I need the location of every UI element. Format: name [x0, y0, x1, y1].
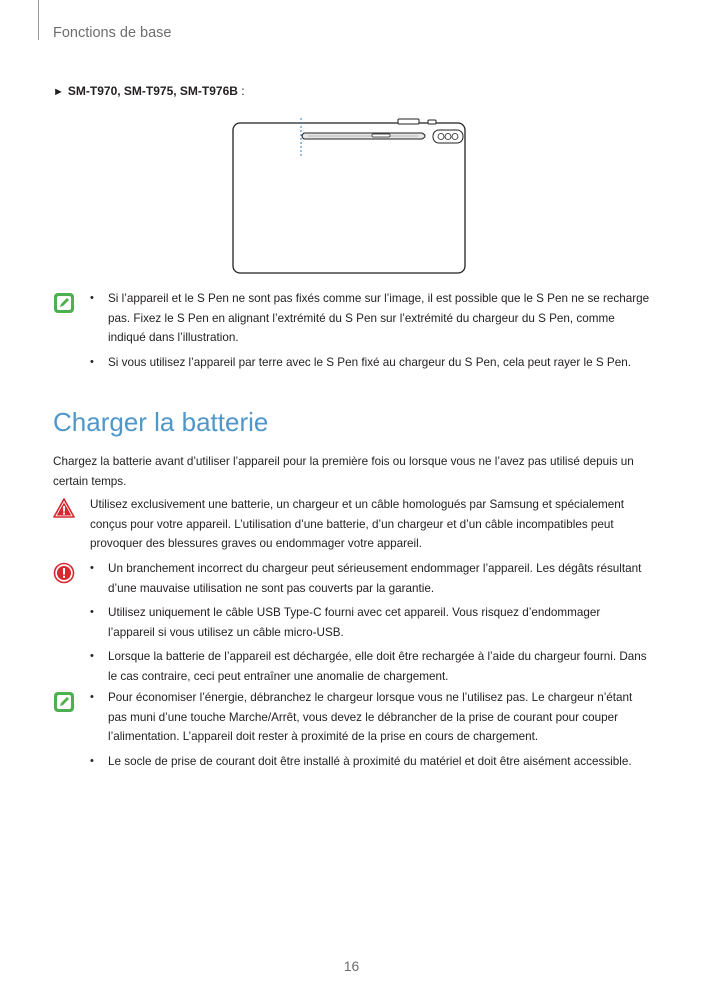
- note-pencil-icon: [53, 691, 75, 713]
- warning-text: Utilisez exclusivement une batterie, un chargeur et un câble homologués par Samsung et spécialement conçus pour votre appareil. L’utilisation d’une batterie, d’un chargeur et d’un câble incompatibles peut provoquer des blessures graves ou endommager votre appareil.: [90, 498, 625, 550]
- warning-triangle-icon: [53, 497, 75, 519]
- list-item: • Le socle de prise de courant doit être installé à proximité du matériel et doit être aisément accessible.: [90, 754, 632, 768]
- note-pencil-icon: [53, 292, 75, 314]
- arrow-right-icon: ►: [53, 86, 64, 98]
- note-list-2: [90, 688, 650, 776]
- list-item: • Pour économiser l’énergie, débranchez le chargeur lorsque vous ne l’utilisez pas. Le chargeur n’étant pas muni d’une touche Marche/Arrêt, vous devez le débrancher de la prise de courant pour couper l’alimentation. L’appareil doit rester à proximité de la prise en cours de chargement.: [90, 691, 633, 743]
- tablet-spen-illustration: [232, 118, 466, 274]
- model-names: SM-T970, SM-T975, SM-T976B: [67, 84, 238, 98]
- list-item: • Un branchement incorrect du chargeur peut sérieusement endommager l’appareil. Les dégâts résultant d’une mauvaise utilisation ne sont pas couverts par la garantie.: [90, 562, 642, 595]
- list-item: • Si l’appareil et le S Pen ne sont pas fixés comme sur l’image, il est possible que le S Pen ne se recharge pas. Fixez le S Pen en alignant l’extrémité du S Pen sur l’extrémité du chargeur du S Pen, comme indiqué dans l’illustration.: [90, 292, 650, 344]
- model-label: [53, 84, 245, 98]
- page-header-title: Fonctions de base: [53, 25, 172, 41]
- section-title: Charger la batterie: [53, 407, 269, 437]
- page-number: 16: [343, 958, 360, 974]
- header-rule: [38, 0, 39, 40]
- caution-circle-icon: [53, 562, 75, 584]
- model-label-suffix: :: [237, 84, 245, 98]
- note-list-1: [90, 289, 650, 377]
- list-item: • Lorsque la batterie de l’appareil est déchargée, elle doit être rechargée à l’aide du chargeur fourni. Dans le cas contraire, ceci peut entraîner une anomalie de chargement.: [90, 650, 647, 683]
- list-item: • Utilisez uniquement le câble USB Type-C fourni avec cet appareil. Vous risquez d’endommager l’appareil si vous utilisez un câble micro-USB.: [90, 606, 601, 639]
- section-intro: Chargez la batterie avant d’utiliser l’appareil pour la première fois ou lorsque vous ne l’avez pas utilisé depuis un certain temps.: [53, 455, 634, 488]
- caution-list: [90, 559, 650, 691]
- list-item: • Si vous utilisez l’appareil par terre avec le S Pen fixé au chargeur du S Pen, cela peut rayer le S Pen.: [90, 355, 631, 369]
